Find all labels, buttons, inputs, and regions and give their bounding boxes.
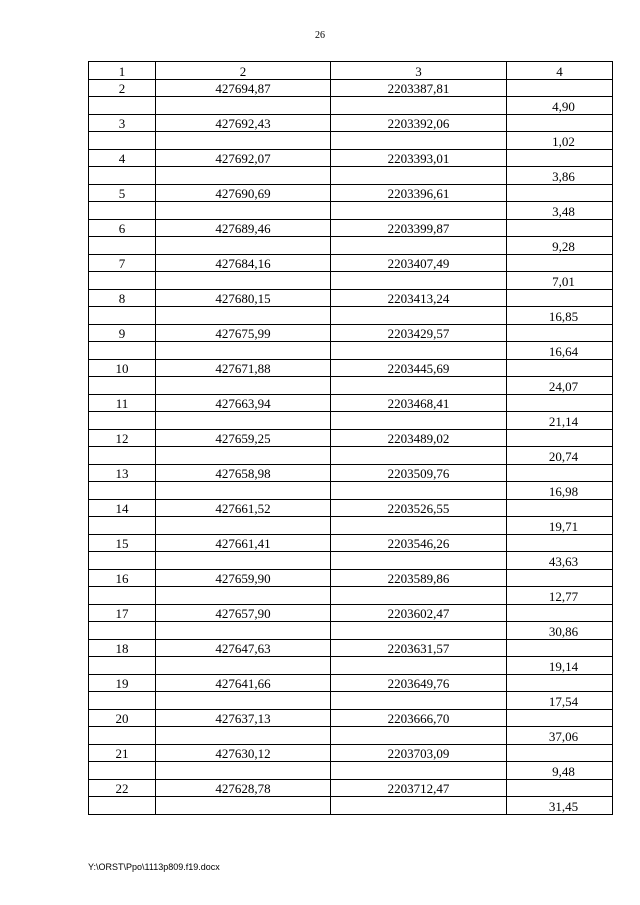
y-coordinate-cell: 2203399,87 [331, 219, 507, 237]
x-coordinate-cell: 427659,25 [156, 429, 331, 447]
distance-cell: 30,86 [507, 622, 613, 640]
y-coordinate-cell: 2203649,76 [331, 674, 507, 692]
table-row [89, 727, 613, 745]
point-number-cell: 10 [89, 359, 156, 377]
empty-cell [156, 482, 331, 500]
empty-cell [507, 149, 613, 167]
table-row [89, 79, 613, 97]
table-row [89, 447, 613, 465]
distance-cell: 9,28 [507, 237, 613, 255]
distance-cell: 16,64 [507, 342, 613, 360]
empty-cell [156, 272, 331, 290]
distance-cell: 19,71 [507, 517, 613, 535]
distance-cell: 4,90 [507, 97, 613, 115]
empty-cell [89, 727, 156, 745]
table-row [89, 797, 613, 815]
empty-cell [507, 114, 613, 132]
x-coordinate-cell: 427641,66 [156, 674, 331, 692]
empty-cell [156, 762, 331, 780]
table-row [89, 167, 613, 185]
point-number-cell: 11 [89, 394, 156, 412]
empty-cell [156, 342, 331, 360]
empty-cell [156, 132, 331, 150]
empty-cell [331, 482, 507, 500]
column-header: 2 [156, 62, 331, 80]
coordinates-table [88, 61, 613, 815]
y-coordinate-cell: 2203526,55 [331, 499, 507, 517]
empty-cell [331, 727, 507, 745]
empty-cell [331, 272, 507, 290]
empty-cell [156, 447, 331, 465]
table-row [89, 377, 613, 395]
table-row [89, 709, 613, 727]
empty-cell [331, 552, 507, 570]
empty-cell [331, 447, 507, 465]
table-row [89, 359, 613, 377]
column-header: 1 [89, 62, 156, 80]
empty-cell [507, 464, 613, 482]
distance-cell: 43,63 [507, 552, 613, 570]
column-header: 3 [331, 62, 507, 80]
distance-cell: 24,07 [507, 377, 613, 395]
point-number-cell: 2 [89, 79, 156, 97]
empty-cell [89, 307, 156, 325]
point-number-cell: 15 [89, 534, 156, 552]
empty-cell [331, 692, 507, 710]
empty-cell [156, 237, 331, 255]
empty-cell [331, 762, 507, 780]
x-coordinate-cell: 427630,12 [156, 744, 331, 762]
table-row [89, 604, 613, 622]
empty-cell [331, 342, 507, 360]
point-number-cell: 18 [89, 639, 156, 657]
table-row [89, 394, 613, 412]
empty-cell [156, 307, 331, 325]
table-row [89, 114, 613, 132]
table-row [89, 657, 613, 675]
y-coordinate-cell: 2203468,41 [331, 394, 507, 412]
empty-cell [331, 97, 507, 115]
y-coordinate-cell: 2203602,47 [331, 604, 507, 622]
table-row [89, 517, 613, 535]
empty-cell [331, 622, 507, 640]
empty-cell [507, 744, 613, 762]
table-row [89, 482, 613, 500]
empty-cell [507, 359, 613, 377]
empty-cell [507, 709, 613, 727]
table-row [89, 97, 613, 115]
empty-cell [156, 412, 331, 430]
distance-cell: 7,01 [507, 272, 613, 290]
x-coordinate-cell: 427628,78 [156, 779, 331, 797]
x-coordinate-cell: 427661,41 [156, 534, 331, 552]
empty-cell [507, 79, 613, 97]
y-coordinate-cell: 2203396,61 [331, 184, 507, 202]
empty-cell [331, 412, 507, 430]
table-row [89, 587, 613, 605]
distance-cell: 19,14 [507, 657, 613, 675]
empty-cell [331, 132, 507, 150]
distance-cell: 3,86 [507, 167, 613, 185]
empty-cell [507, 394, 613, 412]
empty-cell [156, 517, 331, 535]
empty-cell [507, 289, 613, 307]
y-coordinate-cell: 2203413,24 [331, 289, 507, 307]
point-number-cell: 5 [89, 184, 156, 202]
x-coordinate-cell: 427657,90 [156, 604, 331, 622]
file-path-footer: Y:\ORST\Ppo\1113p809.f19.docx [88, 862, 220, 872]
empty-cell [89, 377, 156, 395]
table-row [89, 342, 613, 360]
table-row [89, 202, 613, 220]
table-row [89, 219, 613, 237]
point-number-cell: 9 [89, 324, 156, 342]
empty-cell [507, 324, 613, 342]
empty-cell [156, 202, 331, 220]
x-coordinate-cell: 427680,15 [156, 289, 331, 307]
point-number-cell: 20 [89, 709, 156, 727]
point-number-cell: 14 [89, 499, 156, 517]
x-coordinate-cell: 427692,43 [156, 114, 331, 132]
empty-cell [89, 97, 156, 115]
y-coordinate-cell: 2203393,01 [331, 149, 507, 167]
x-coordinate-cell: 427689,46 [156, 219, 331, 237]
x-coordinate-cell: 427690,69 [156, 184, 331, 202]
table-row [89, 499, 613, 517]
table-row [89, 149, 613, 167]
table-row [89, 132, 613, 150]
x-coordinate-cell: 427661,52 [156, 499, 331, 517]
point-number-cell: 8 [89, 289, 156, 307]
page-number: 26 [315, 30, 325, 41]
y-coordinate-cell: 2203387,81 [331, 79, 507, 97]
empty-cell [89, 622, 156, 640]
table-body [89, 79, 613, 814]
empty-cell [331, 307, 507, 325]
empty-cell [89, 272, 156, 290]
distance-cell: 16,98 [507, 482, 613, 500]
table-row [89, 779, 613, 797]
empty-cell [156, 167, 331, 185]
empty-cell [89, 412, 156, 430]
table-row [89, 237, 613, 255]
empty-cell [89, 202, 156, 220]
y-coordinate-cell: 2203546,26 [331, 534, 507, 552]
x-coordinate-cell: 427694,87 [156, 79, 331, 97]
y-coordinate-cell: 2203703,09 [331, 744, 507, 762]
point-number-cell: 19 [89, 674, 156, 692]
point-number-cell: 6 [89, 219, 156, 237]
empty-cell [331, 167, 507, 185]
distance-cell: 9,48 [507, 762, 613, 780]
y-coordinate-cell: 2203407,49 [331, 254, 507, 272]
y-coordinate-cell: 2203429,57 [331, 324, 507, 342]
empty-cell [89, 447, 156, 465]
empty-cell [507, 569, 613, 587]
empty-cell [507, 254, 613, 272]
table-row [89, 639, 613, 657]
x-coordinate-cell: 427637,13 [156, 709, 331, 727]
empty-cell [331, 657, 507, 675]
x-coordinate-cell: 427647,63 [156, 639, 331, 657]
empty-cell [156, 377, 331, 395]
distance-cell: 37,06 [507, 727, 613, 745]
empty-cell [507, 779, 613, 797]
y-coordinate-cell: 2203712,47 [331, 779, 507, 797]
table-row [89, 622, 613, 640]
distance-cell: 31,45 [507, 797, 613, 815]
empty-cell [507, 674, 613, 692]
empty-cell [507, 604, 613, 622]
empty-cell [89, 797, 156, 815]
y-coordinate-cell: 2203509,76 [331, 464, 507, 482]
empty-cell [507, 184, 613, 202]
table-row [89, 412, 613, 430]
empty-cell [331, 517, 507, 535]
distance-cell: 3,48 [507, 202, 613, 220]
point-number-cell: 4 [89, 149, 156, 167]
table-row [89, 552, 613, 570]
empty-cell [331, 377, 507, 395]
point-number-cell: 12 [89, 429, 156, 447]
empty-cell [156, 622, 331, 640]
table-row [89, 674, 613, 692]
y-coordinate-cell: 2203666,70 [331, 709, 507, 727]
empty-cell [156, 692, 331, 710]
empty-cell [89, 517, 156, 535]
table-row [89, 429, 613, 447]
empty-cell [331, 202, 507, 220]
y-coordinate-cell: 2203489,02 [331, 429, 507, 447]
empty-cell [156, 727, 331, 745]
empty-cell [331, 237, 507, 255]
distance-cell: 21,14 [507, 412, 613, 430]
table-row [89, 307, 613, 325]
empty-cell [89, 132, 156, 150]
point-number-cell: 13 [89, 464, 156, 482]
table-row [89, 762, 613, 780]
empty-cell [89, 167, 156, 185]
empty-cell [156, 657, 331, 675]
empty-cell [156, 797, 331, 815]
empty-cell [89, 552, 156, 570]
point-number-cell: 3 [89, 114, 156, 132]
table-row [89, 324, 613, 342]
empty-cell [331, 797, 507, 815]
x-coordinate-cell: 427658,98 [156, 464, 331, 482]
empty-cell [156, 552, 331, 570]
table-header-row [89, 62, 613, 80]
table-row [89, 744, 613, 762]
x-coordinate-cell: 427675,99 [156, 324, 331, 342]
empty-cell [507, 534, 613, 552]
empty-cell [89, 342, 156, 360]
x-coordinate-cell: 427684,16 [156, 254, 331, 272]
empty-cell [89, 587, 156, 605]
table-row [89, 692, 613, 710]
empty-cell [507, 429, 613, 447]
distance-cell: 20,74 [507, 447, 613, 465]
empty-cell [89, 237, 156, 255]
y-coordinate-cell: 2203589,86 [331, 569, 507, 587]
x-coordinate-cell: 427692,07 [156, 149, 331, 167]
empty-cell [89, 692, 156, 710]
empty-cell [89, 762, 156, 780]
table-row [89, 254, 613, 272]
empty-cell [156, 587, 331, 605]
empty-cell [89, 657, 156, 675]
distance-cell: 12,77 [507, 587, 613, 605]
point-number-cell: 21 [89, 744, 156, 762]
x-coordinate-cell: 427663,94 [156, 394, 331, 412]
table-row [89, 464, 613, 482]
table-row [89, 184, 613, 202]
empty-cell [331, 587, 507, 605]
x-coordinate-cell: 427659,90 [156, 569, 331, 587]
distance-cell: 1,02 [507, 132, 613, 150]
y-coordinate-cell: 2203445,69 [331, 359, 507, 377]
table-row [89, 569, 613, 587]
x-coordinate-cell: 427671,88 [156, 359, 331, 377]
table-row [89, 272, 613, 290]
column-header: 4 [507, 62, 613, 80]
point-number-cell: 17 [89, 604, 156, 622]
y-coordinate-cell: 2203392,06 [331, 114, 507, 132]
table-row [89, 289, 613, 307]
distance-cell: 17,54 [507, 692, 613, 710]
point-number-cell: 22 [89, 779, 156, 797]
distance-cell: 16,85 [507, 307, 613, 325]
empty-cell [507, 219, 613, 237]
empty-cell [507, 499, 613, 517]
y-coordinate-cell: 2203631,57 [331, 639, 507, 657]
table-row [89, 534, 613, 552]
point-number-cell: 7 [89, 254, 156, 272]
empty-cell [156, 97, 331, 115]
empty-cell [507, 639, 613, 657]
empty-cell [89, 482, 156, 500]
point-number-cell: 16 [89, 569, 156, 587]
